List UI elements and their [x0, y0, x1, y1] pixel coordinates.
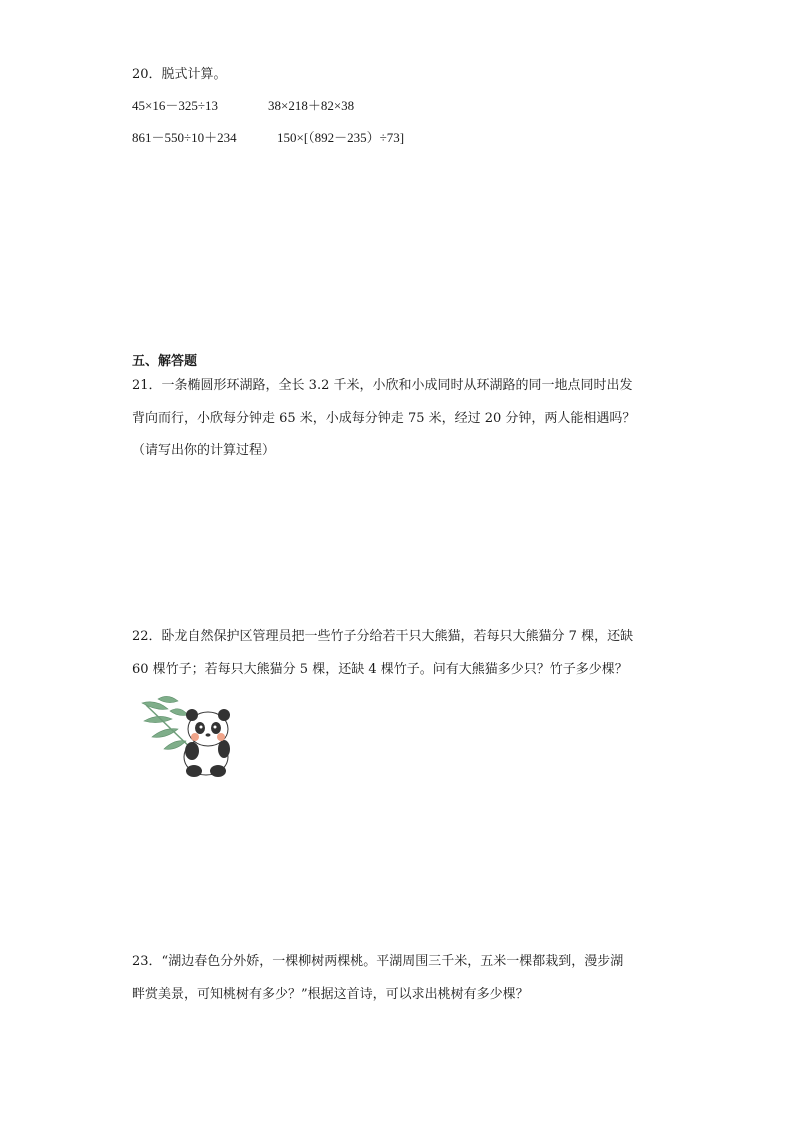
- q23-line-1: 23．“湖边春色分外娇，一棵柳树两棵桃。平湖周围三千米，五米一棵都栽到，漫步湖: [132, 954, 624, 969]
- q21-line-1: 21．一条椭圆形环湖路，全长 3.2 千米，小欣和小成同时从环湖路的同一地点同时出发: [132, 378, 633, 393]
- panda-icon: [184, 709, 230, 777]
- q20-expr-3: 861－550÷10＋234: [132, 130, 237, 145]
- q23-line-2: 畔赏美景，可知桃树有多少？”根据这首诗，可以求出桃树有多少棵？: [132, 987, 529, 1002]
- q20-expr-1: 45×16－325÷13: [132, 98, 218, 113]
- q21-line-2: 背向而行，小欣每分钟走 65 米，小成每分钟走 75 米，经过 20 分钟，两人能相遇吗？: [132, 411, 636, 426]
- q21-line-3: （请写出你的计算过程）: [132, 443, 276, 458]
- section-heading: 五、解答题: [132, 354, 198, 369]
- q20-title: 20．脱式计算。: [132, 67, 227, 82]
- q20-expr-2: 38×218＋82×38: [268, 98, 355, 113]
- panda-with-bamboo-illustration: [138, 693, 242, 781]
- q22-line-2: 60 棵竹子；若每只大熊猫分 5 棵，还缺 4 棵竹子。问有大熊猫多少只？竹子多少棵？: [132, 662, 628, 677]
- q20-expr-4: 150×[（892－235）÷73]: [277, 130, 405, 145]
- q22-line-1: 22．卧龙自然保护区管理员把一些竹子分给若干只大熊猫，若每只大熊猫分 7 棵，还缺: [132, 629, 634, 644]
